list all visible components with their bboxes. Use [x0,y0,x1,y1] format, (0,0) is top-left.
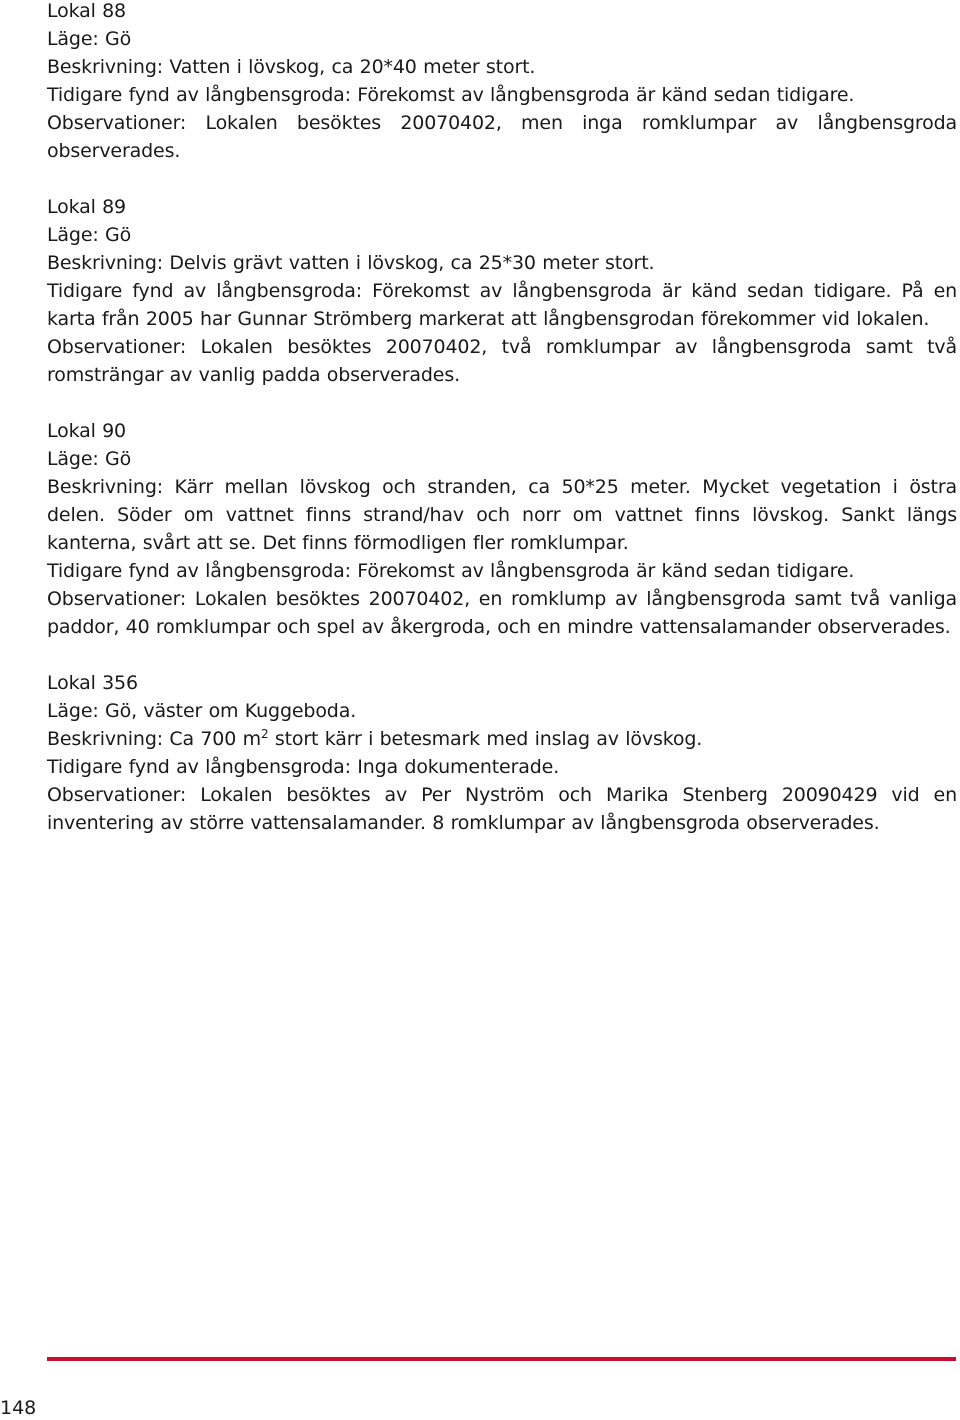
beskrivning-line: Beskrivning: Kärr mellan lövskog och stranden, ca 50*25 meter. Mycket vegetation i östra delen. Söder om vattnet finns strand/hav och norr om vattnet finns lövskog. Sankt längs kanterna, svårt att se. Det finns förmodligen fler romklumpar. [47,476,957,554]
page-number: 148 [0,1397,37,1419]
lokal-heading: Lokal 89 [47,196,126,218]
beskrivning-text-rest: stort kärr i betesmark med inslag av lövskog. [268,728,703,750]
tidigare-fynd-line: Tidigare fynd av långbensgroda: Förekomst av långbensgroda är känd sedan tidigare. [47,84,855,106]
lokal-89-entry [47,193,957,389]
footer-rule [47,1357,956,1361]
observationer-line: Observationer: Lokalen besöktes 20070402, men inga romklumpar av långbensgroda observerades. [47,112,957,162]
lage-line: Läge: Gö [47,224,132,246]
beskrivning-line [47,725,957,753]
tidigare-fynd-line: Tidigare fynd av långbensgroda: Inga dokumenterade. [47,756,560,778]
observationer-line: Observationer: Lokalen besöktes 20070402, två romklumpar av långbensgroda samt två romsträngar av vanlig padda observerades. [47,336,957,386]
tidigare-fynd-line: Tidigare fynd av långbensgroda: Förekomst av långbensgroda är känd sedan tidigare. På en karta från 2005 har Gunnar Strömberg markerat att långbensgrodan förekommer vid lokalen. [47,280,957,330]
square-meter-superscript: 2 [260,727,269,741]
lokal-heading: Lokal 88 [47,0,126,22]
observationer-line: Observationer: Lokalen besöktes 20070402, en romklump av långbensgroda samt två vanliga paddor, 40 romklumpar och spel av åkergroda, och en mindre vattensalamander observerades. [47,588,957,638]
document-body [47,0,957,865]
lokal-356-entry [47,669,957,837]
tidigare-fynd-line: Tidigare fynd av långbensgroda: Förekomst av långbensgroda är känd sedan tidigare. [47,560,855,582]
beskrivning-line: Beskrivning: Delvis grävt vatten i lövskog, ca 25*30 meter stort. [47,252,655,274]
lokal-88-entry [47,0,957,165]
beskrivning-line: Beskrivning: Vatten i lövskog, ca 20*40 meter stort. [47,56,536,78]
lage-line: Läge: Gö [47,28,132,50]
lage-line: Läge: Gö [47,448,132,470]
lokal-heading: Lokal 356 [47,672,138,694]
observationer-line: Observationer: Lokalen besöktes av Per Nyström och Marika Stenberg 20090429 vid en inventering av större vattensalamander. 8 romklumpar av långbensgroda observerades. [47,784,957,834]
lokal-90-entry [47,417,957,641]
beskrivning-text: Beskrivning: Ca 700 m [47,728,261,750]
lokal-heading: Lokal 90 [47,420,126,442]
lage-line: Läge: Gö, väster om Kuggeboda. [47,700,357,722]
